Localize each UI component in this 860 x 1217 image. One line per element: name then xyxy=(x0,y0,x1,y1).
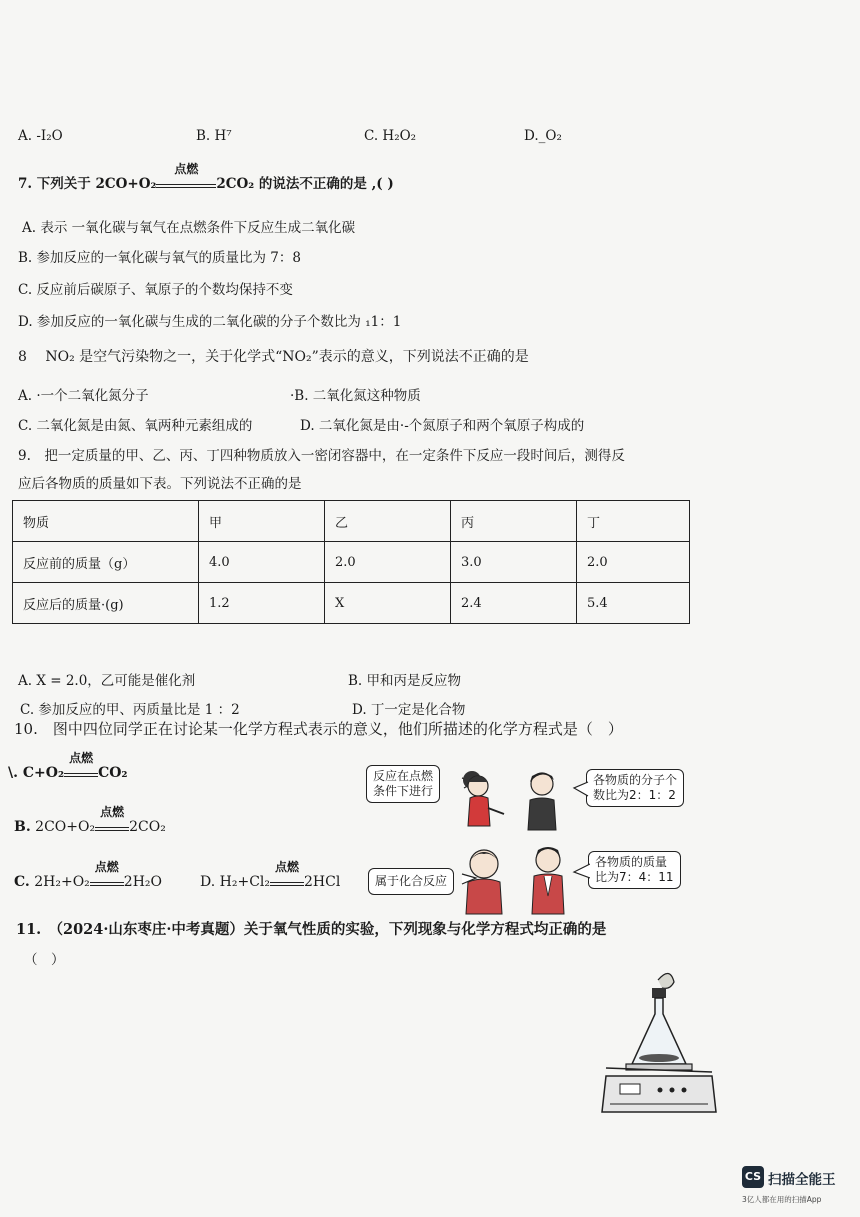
student-girl-icon xyxy=(463,771,504,826)
q10-option-c-label: C. xyxy=(14,874,30,890)
q10-option-a xyxy=(8,751,128,781)
q9-option-d: D. 丁一定是化合物 xyxy=(352,702,466,718)
table-header-cell: 物质 xyxy=(13,501,199,542)
speech-bubble-3: 属于化合反应 xyxy=(368,868,454,895)
table-cell: 反应后的质量·(g) xyxy=(13,583,199,624)
speech-bubble-2-line1: 各物质的分子个 xyxy=(593,773,678,787)
q10-option-d-left: H₂+Cl₂ xyxy=(219,874,270,890)
student-boy-3-icon xyxy=(532,847,564,914)
speech-bubble-2-line2: 数比为2：1：2 xyxy=(593,788,676,802)
table-cell: 2.4 xyxy=(451,583,577,624)
q6-option-c: C. H₂O₂ xyxy=(364,128,417,144)
table-cell: 5.4 xyxy=(577,583,690,624)
table-header-cell: 乙 xyxy=(325,501,451,542)
q9-option-a: A. X = 2.0，乙可能是催化剂 xyxy=(18,673,196,689)
table-cell: 4.0 xyxy=(199,542,325,583)
table-cell: X xyxy=(325,583,451,624)
speech-bubble-2 xyxy=(586,769,684,807)
speech-bubble-1-line2: 条件下进行 xyxy=(373,784,434,798)
q10-option-b-right: 2CO₂ xyxy=(129,819,166,835)
q8-option-b: ·B. 二氧化氮这种物质 xyxy=(290,388,421,404)
table-cell: 1.2 xyxy=(199,583,325,624)
q9-table xyxy=(12,500,690,624)
q7-option-a: A. 表示 一氧化碳与氧气在点燃条件下反应生成二氧化碳 xyxy=(22,220,356,236)
table-cell: 反应前的质量（g） xyxy=(13,542,199,583)
table-cell: 2.0 xyxy=(325,542,451,583)
q10-option-d-label: D. xyxy=(200,874,216,890)
q10-option-d-condition: 点燃 xyxy=(274,860,299,874)
q10-option-a-label: \. xyxy=(8,765,23,781)
table-header-cell: 丁 xyxy=(577,501,690,542)
camscanner-logo-icon: CS xyxy=(742,1166,764,1188)
q10-option-d xyxy=(200,860,341,890)
speech-bubble-1 xyxy=(366,765,440,803)
q6-option-a: A. -I₂O xyxy=(18,128,63,144)
student-boy-2-icon xyxy=(466,850,502,914)
table-header-cell: 甲 xyxy=(199,501,325,542)
q10-option-c xyxy=(14,860,163,890)
q6-option-d: D._O₂ xyxy=(524,128,562,144)
q10-option-c-right: 2H₂O xyxy=(123,874,163,890)
q9-option-c: C. 参加反应的甲、丙质量比是 1 ：2 xyxy=(20,702,240,718)
q8-option-c: C. 二氧化氮是由氮、氧两种元素组成的 xyxy=(18,418,253,434)
q10-option-a-condition: 点燃 xyxy=(69,751,94,765)
q8-option-d: D. 二氧化氮是由·-个氮原子和两个氧原子构成的 xyxy=(300,418,585,434)
q10-option-b-condition: 点燃 xyxy=(100,805,125,819)
q10-option-d-equals xyxy=(270,860,304,886)
q8-option-a: A. ·一个二氧化氮分子 xyxy=(18,388,149,404)
q8-stem: 8 NO₂ 是空气污染物之一，关于化学式“NO₂”表示的意义，下列说法不正确的是 xyxy=(18,349,529,365)
q9-stem-line1: 9. 把一定质量的甲、乙、丙、丁四种物质放入一密闭容器中，在一定条件下反应一段时间后，测得反 xyxy=(18,448,625,464)
q10-option-b-equals xyxy=(95,805,129,831)
table-row xyxy=(13,501,690,542)
table-cell: 2.0 xyxy=(577,542,690,583)
table-cell: 3.0 xyxy=(451,542,577,583)
q7-option-d: D. 参加反应的一氧化碳与生成的二氧化碳的分子个数比为 ₁1：1 xyxy=(18,314,402,330)
table-row xyxy=(13,583,690,624)
students-illustration xyxy=(440,756,590,916)
q10-option-a-equals xyxy=(64,751,98,777)
q10-option-a-left: C+O₂ xyxy=(22,765,65,781)
student-boy-icon xyxy=(528,773,556,830)
q7-option-b: B. 参加反应的一氧化碳与氧气的质量比为 7：8 xyxy=(18,250,301,266)
q9-option-b: B. 甲和丙是反应物 xyxy=(348,673,462,689)
table-row xyxy=(13,542,690,583)
speech-bubble-1-line1: 反应在点燃 xyxy=(373,769,434,783)
q7-prefix: 7. 下列关于 2CO+O₂ xyxy=(18,176,157,192)
q9-stem-line2: 应后各物质的质量如下表。下列说法不正确的是 xyxy=(18,476,302,492)
q10-stem: 10. 图中四位同学正在讨论某一化学方程式表示的意义，他们所描述的化学方程式是（ ） xyxy=(14,720,623,738)
q11-answer-paren: （ ） xyxy=(24,952,65,968)
q10-option-d-right: 2HCl xyxy=(304,874,341,890)
q10-option-b-left: 2CO+O₂ xyxy=(35,819,96,835)
q7-equals-sign xyxy=(156,162,216,188)
q10-option-a-right: CO₂ xyxy=(98,765,128,781)
watermark-name: 扫描全能王 xyxy=(768,1172,836,1188)
q10-option-c-left: 2H₂+O₂ xyxy=(34,874,90,890)
q10-option-c-equals xyxy=(90,860,124,886)
speech-bubble-4-line2: 比为7：4：11 xyxy=(595,870,674,884)
q6-option-b: B. H⁷ xyxy=(196,128,232,144)
q10-option-b xyxy=(14,805,166,835)
watermark-tagline: 3亿人都在用的扫描App xyxy=(742,1195,822,1204)
speech-bubble-4-line1: 各物质的质量 xyxy=(595,855,668,869)
q7-condition: 点燃 xyxy=(174,162,199,176)
q7-stem xyxy=(18,162,394,192)
q10-option-c-condition: 点燃 xyxy=(94,860,119,874)
flask-on-scale-icon xyxy=(600,968,720,1118)
q7-suffix: 2CO₂ 的说法不正确的是 ,( ) xyxy=(216,176,394,192)
q7-option-c: C. 反应前后碳原子、氧原子的个数均保持不变 xyxy=(18,282,293,298)
table-header-cell: 丙 xyxy=(451,501,577,542)
q10-option-b-label: B. xyxy=(14,819,31,835)
q11-stem: 11. （2024·山东枣庄·中考真题）关于氧气性质的实验，下列现象与化学方程式均正确的是 xyxy=(16,921,607,938)
speech-bubble-4 xyxy=(588,851,681,889)
